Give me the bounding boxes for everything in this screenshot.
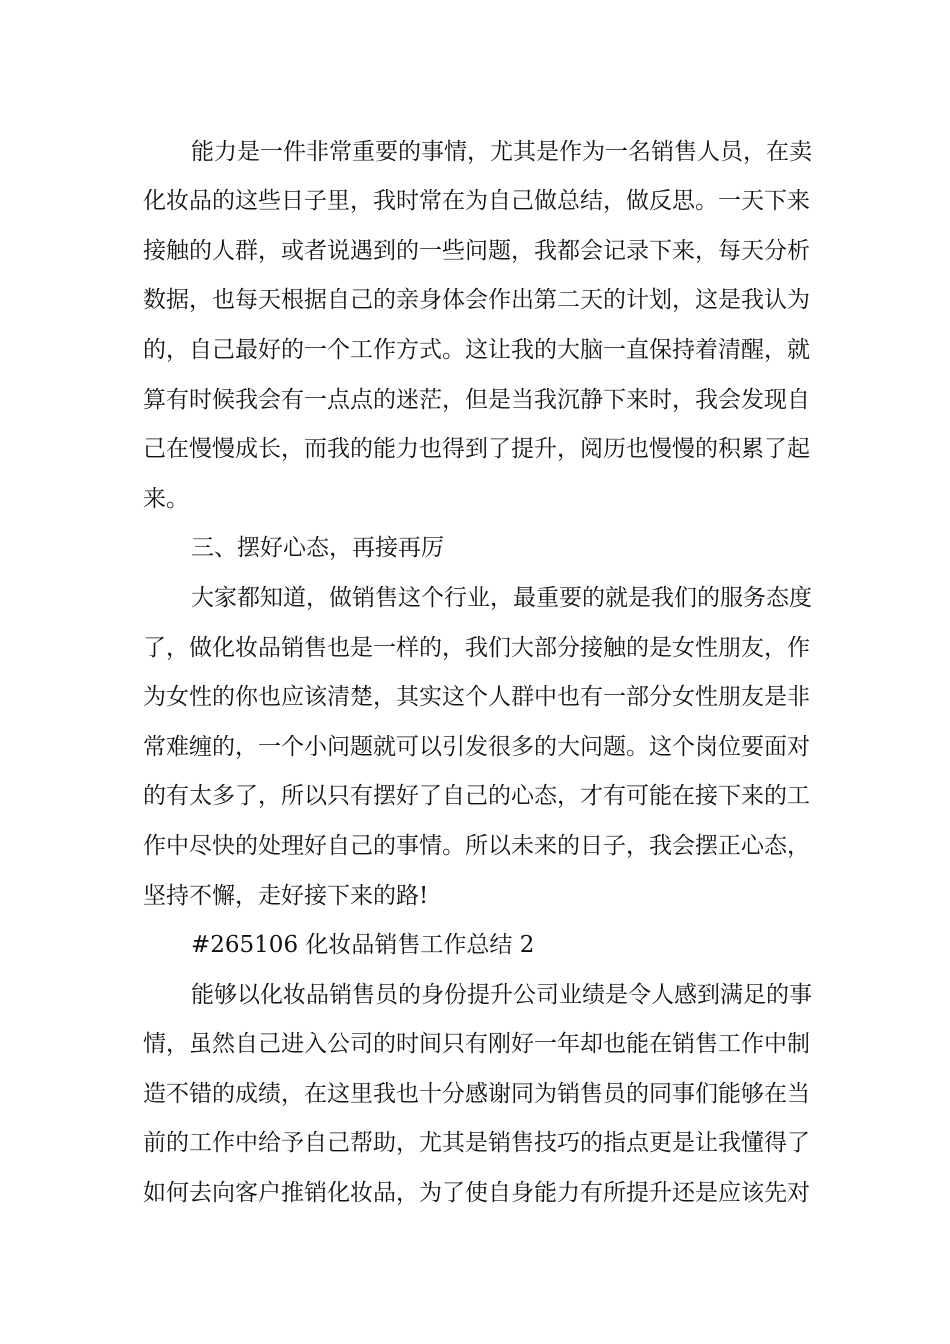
section-heading: 三、摆好心态，再接再厉 [191,535,444,561]
paragraph-3-line: 能够以化妆品销售员的身份提升公司业绩是令人感到满足的事 [191,982,812,1008]
paragraph-1-line: 己在慢慢成长，而我的能力也得到了提升，阅历也慢慢的积累了起 [143,436,810,462]
paragraph-1-line: 化妆品的这些日子里，我时常在为自己做总结，做反思。一天下来 [143,188,810,214]
paragraph-3-line: 情，虽然自己进入公司的时间只有刚好一年却也能在销售工作中制 [143,1031,810,1057]
paragraph-3-line: 如何去向客户推销化妆品，为了使自身能力有所提升还是应该先对 [143,1180,810,1206]
paragraph-2-line: 大家都知道，做销售这个行业，最重要的就是我们的服务态度 [191,585,812,611]
paragraph-2-line: 的有太多了，所以只有摆好了自己的心态，才有可能在接下来的工 [143,783,810,809]
paragraph-1-line: 来。 [143,486,189,512]
paragraph-2-line: 常难缠的，一个小问题就可以引发很多的大问题。这个岗位要面对 [143,734,810,760]
paragraph-3-line: 前的工作中给予自己帮助，尤其是销售技巧的指点更是让我懂得了 [143,1130,810,1156]
paragraph-1-line: 接触的人群，或者说遇到的一些问题，我都会记录下来，每天分析 [143,238,810,264]
paragraph-1-line: 算有时候我会有一点点的迷茫，但是当我沉静下来时，我会发现自 [143,387,810,413]
paragraph-2-line: 坚持不懈，走好接下来的路! [143,883,429,909]
paragraph-1-line: 能力是一件非常重要的事情，尤其是作为一名销售人员，在卖 [191,139,812,165]
paragraph-1-line: 数据，也每天根据自己的亲身体会作出第二天的计划，这是我认为 [143,287,810,313]
paragraph-3-line: 造不错的成绩，在这里我也十分感谢同为销售员的同事们能够在当 [143,1081,810,1107]
paragraph-2-line: 了，做化妆品销售也是一样的，我们大部分接触的是女性朋友，作 [143,635,810,661]
paragraph-2-line: 作中尽快的处理好自己的事情。所以未来的日子，我会摆正心态， [143,833,810,859]
paragraph-2-line: 为女性的你也应该清楚，其实这个人群中也有一部分女性朋友是非 [143,684,810,710]
paragraph-1-line: 的，自己最好的一个工作方式。这让我的大脑一直保持着清醒，就 [143,337,810,363]
document-section-title: #265106 化妆品销售工作总结 2 [191,932,535,958]
